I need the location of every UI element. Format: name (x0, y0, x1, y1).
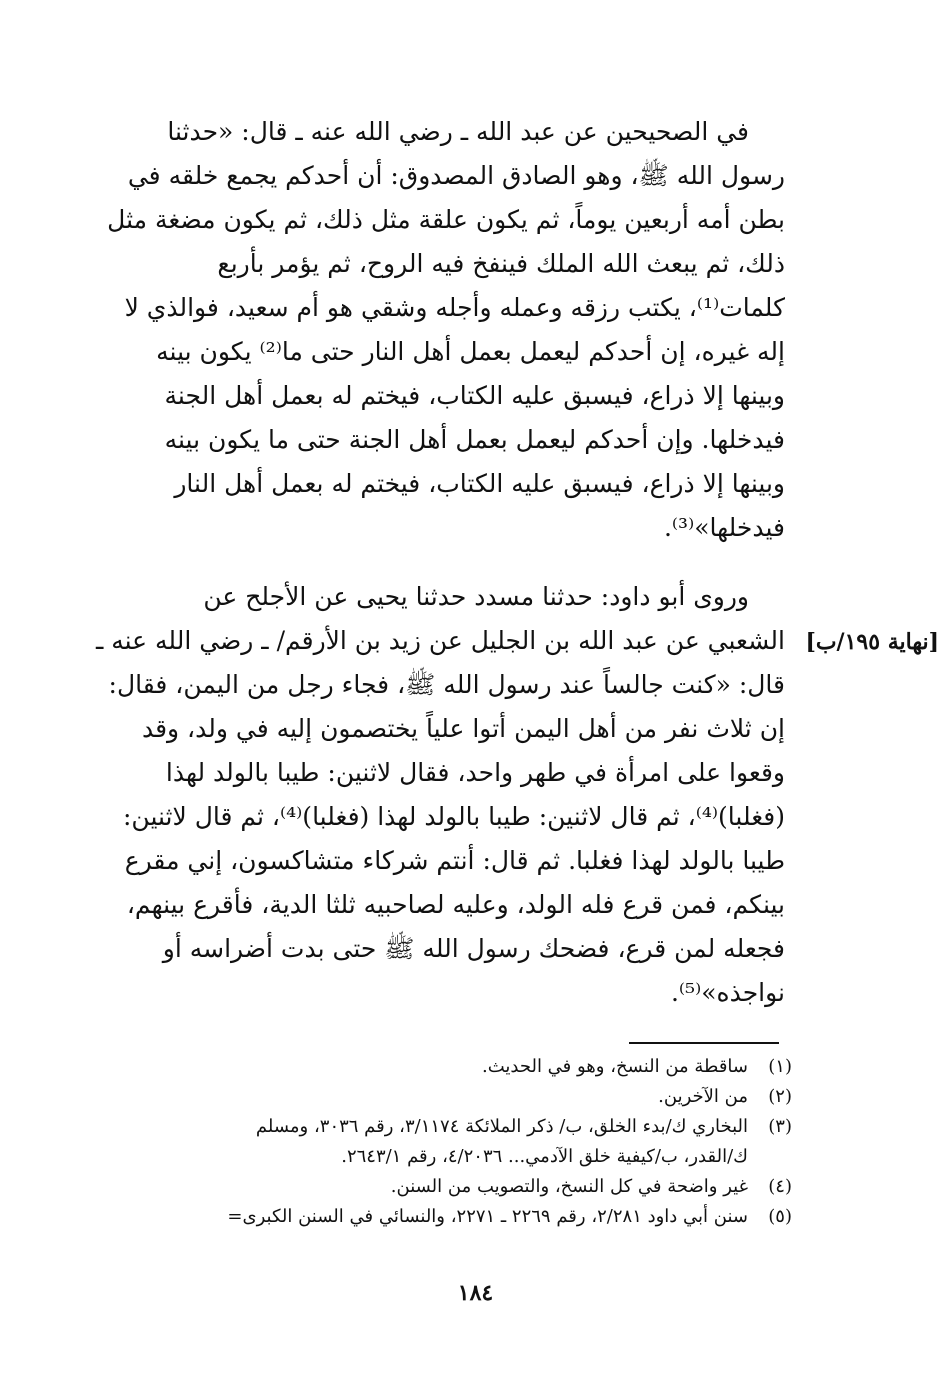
text-line: بطن أمه أربعين يوماً، ثم يكون علقة مثل ذلك، ثم يكون مضغة مثل (107, 205, 785, 234)
text-line: نواجذه»⁽⁵⁾. (670, 978, 785, 1007)
footnote-text (80, 1112, 748, 1172)
footnote-line: ساقطة من النسخ، وهو في الحديث. (482, 1056, 748, 1077)
footnote-line: البخاري ك/بدء الخلق، ب/ ذكر الملائكة ٣/١١٧٤، رقم ٣٠٣٦، ومسلم (255, 1116, 748, 1137)
page-number: ١٨٤ (457, 1280, 494, 1306)
footnote-text (80, 1172, 748, 1202)
manuscript-folio-note: [نهاية ١٩٥/ب] (805, 629, 939, 655)
footnote-line: سنن أبي داود ٢/٢٨١، رقم ٢٢٦٩ ـ ٢٢٧١، والنسائي في السنن الكبرى= (227, 1206, 748, 1227)
footnote-text (80, 1082, 748, 1112)
text-line: كلمات⁽¹⁾، يكتب رزقه وعمله وأجله وشقي هو أم سعيد، فوالذي لا (124, 293, 785, 322)
text-line: رسول الله ﷺ، وهو الصادق المصدوق: أن أحدكم يجمع خلقه في (127, 161, 785, 190)
text-line: طيبا بالولد لهذا فغلبا. ثم قال: أنتم شركاء متشاكسون، إني مقرع (124, 846, 785, 875)
paragraph-abu-dawud-hadith (80, 575, 785, 1015)
text-line: الشعبي عن عبد الله بن الجليل عن زيد بن الأرقم/ ـ رضي الله عنه ـ (95, 626, 785, 655)
footnotes (80, 1052, 792, 1232)
footnote-4 (80, 1172, 792, 1202)
text-line: وروى أبو داود: حدثنا مسدد حدثنا يحيى عن الأجلح عن (203, 582, 749, 611)
text-line: وقعوا على امرأة في طهر واحد، فقال لاثنين: طيبا بالولد لهذا (165, 758, 785, 787)
text-line: فيدخلها. وإن أحدكم ليعمل بعمل أهل الجنة حتى ما يكون بينه (164, 425, 785, 454)
text-line: وبينها إلا ذراع، فيسبق عليه الكتاب، فيختم له بعمل أهل الجنة (164, 381, 785, 410)
footnote-1 (80, 1052, 792, 1082)
footnote-divider (629, 1042, 779, 1044)
text-line: قال: «كنت جالساً عند رسول الله ﷺ، فجاء رجل من اليمن، فقال: (108, 670, 785, 699)
footnote-number: (٢) (768, 1086, 792, 1107)
paragraph-sahihayn-hadith (80, 110, 785, 550)
footnote-text (80, 1052, 748, 1082)
text-line: فيدخلها»⁽³⁾. (663, 513, 785, 542)
footnote-number: (١) (768, 1056, 792, 1077)
footnote-line: ك/القدر، ب/كيفية خلق الآدمي... ٤/٢٠٣٦، رقم ٢٦٤٣/١. (341, 1146, 748, 1167)
footnote-number: (٥) (768, 1206, 792, 1227)
footnote-2 (80, 1082, 792, 1112)
text-line: وبينها إلا ذراع، فيسبق عليه الكتاب، فيختم له بعمل أهل النار (174, 469, 785, 498)
footnote-3 (80, 1112, 792, 1172)
footnote-number: (٣) (768, 1116, 792, 1137)
footnote-line: من الآخرين. (658, 1086, 748, 1107)
text-line: ذلك، ثم يبعث الله الملك فينفخ فيه الروح، ثم يؤمر بأربع (217, 249, 785, 278)
text-line: إله غيره، إن أحدكم ليعمل بعمل أهل النار حتى ما⁽²⁾ يكون بينه (156, 337, 785, 366)
text-line: في الصحيحين عن عبد الله ـ رضي الله عنه ـ قال: «حدثنا (167, 117, 749, 146)
footnote-number: (٤) (768, 1176, 792, 1197)
footnote-line: غير واضحة في كل النسخ، والتصويب من السنن. (390, 1176, 748, 1197)
text-line: فجعله لمن قرع، فضحك رسول الله ﷺ حتى بدت أضراسه أو (162, 934, 785, 963)
footnote-5 (80, 1202, 792, 1232)
footnote-text (80, 1202, 748, 1232)
text-line: بينكم، فمن قرع فله الولد، وعليه لصاحبيه ثلثا الدية، فأقرع بينهم، (126, 890, 785, 919)
text-line: إن ثلاث نفر من أهل اليمن أتوا علياً يختصمون إليه في ولد، وقد (141, 714, 785, 743)
text-line: (فغلبا)⁽⁴⁾، ثم قال لاثنين: طيبا بالولد لهذا (فغلبا)⁽⁴⁾، ثم قال لاثنين: (123, 802, 785, 831)
